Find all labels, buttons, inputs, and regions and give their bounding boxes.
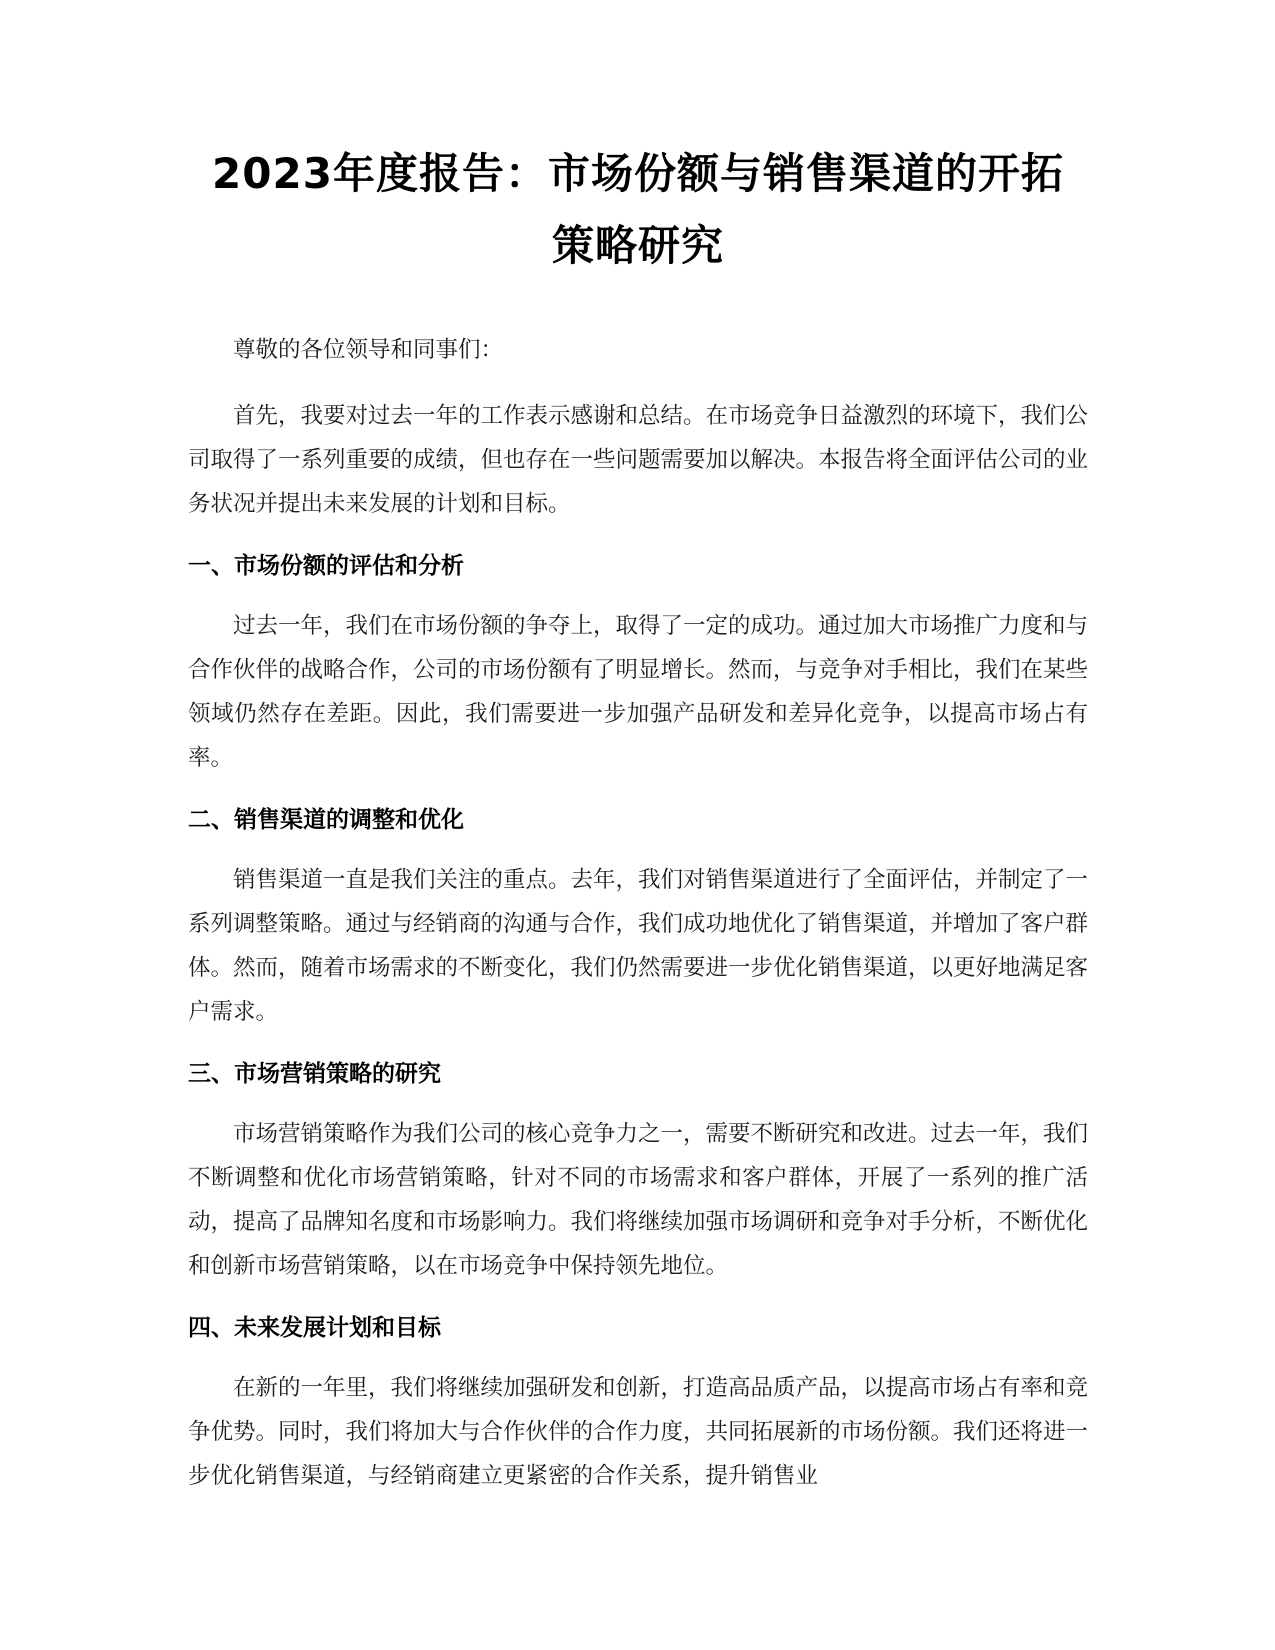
document-title-line-2: 策略研究 (551, 221, 724, 270)
document-title (188, 138, 1088, 282)
section-4-paragraph: 在新的一年里，我们将继续加强研发和创新，打造高品质产品，以提高市场占有率和竞争优势。同时，我们将加大与合作伙伴的合作力度，共同拓展新的市场份额。我们还将进一步优化销售渠道，与经销商建立更紧密的合作关系，提升销售业 (188, 1375, 1089, 1489)
section-1-paragraph: 过去一年，我们在市场份额的争夺上，取得了一定的成功。通过加大市场推广力度和与合作伙伴的战略合作，公司的市场份额有了明显增长。然而，与竞争对手相比，我们在某些领域仍然存在差距。因此，我们需要进一步加强产品研发和差异化竞争，以提高市场占有率。 (188, 613, 1089, 771)
section-2-paragraph: 销售渠道一直是我们关注的重点。去年，我们对销售渠道进行了全面评估，并制定了一系列调整策略。通过与经销商的沟通与合作，我们成功地优化了销售渠道，并增加了客户群体。然而，随着市场需求的不断变化，我们仍然需要进一步优化销售渠道，以更好地满足客户需求。 (188, 867, 1089, 1025)
section-4-heading: 四、未来发展计划和目标 (188, 1315, 441, 1341)
section-2-heading: 二、销售渠道的调整和优化 (188, 807, 464, 833)
document-content (188, 138, 1088, 1520)
document-title-line-1: 2023年度报告：市场份额与销售渠道的开拓 (212, 149, 1064, 198)
intro-paragraph: 首先，我要对过去一年的工作表示感谢和总结。在市场竞争日益激烈的环境下，我们公司取得了一系列重要的成绩，但也存在一些问题需要加以解决。本报告将全面评估公司的业务状况并提出未来发展的计划和目标。 (188, 403, 1089, 517)
section-3-heading: 三、市场营销策略的研究 (188, 1061, 441, 1087)
section-1-heading: 一、市场份额的评估和分析 (188, 553, 464, 579)
salutation: 尊敬的各位领导和同事们： (233, 337, 504, 363)
section-3-paragraph: 市场营销策略作为我们公司的核心竞争力之一，需要不断研究和改进。过去一年，我们不断调整和优化市场营销策略，针对不同的市场需求和客户群体，开展了一系列的推广活动，提高了品牌知名度和市场影响力。我们将继续加强市场调研和竞争对手分析，不断优化和创新市场营销策略，以在市场竞争中保持领先地位。 (188, 1121, 1089, 1279)
